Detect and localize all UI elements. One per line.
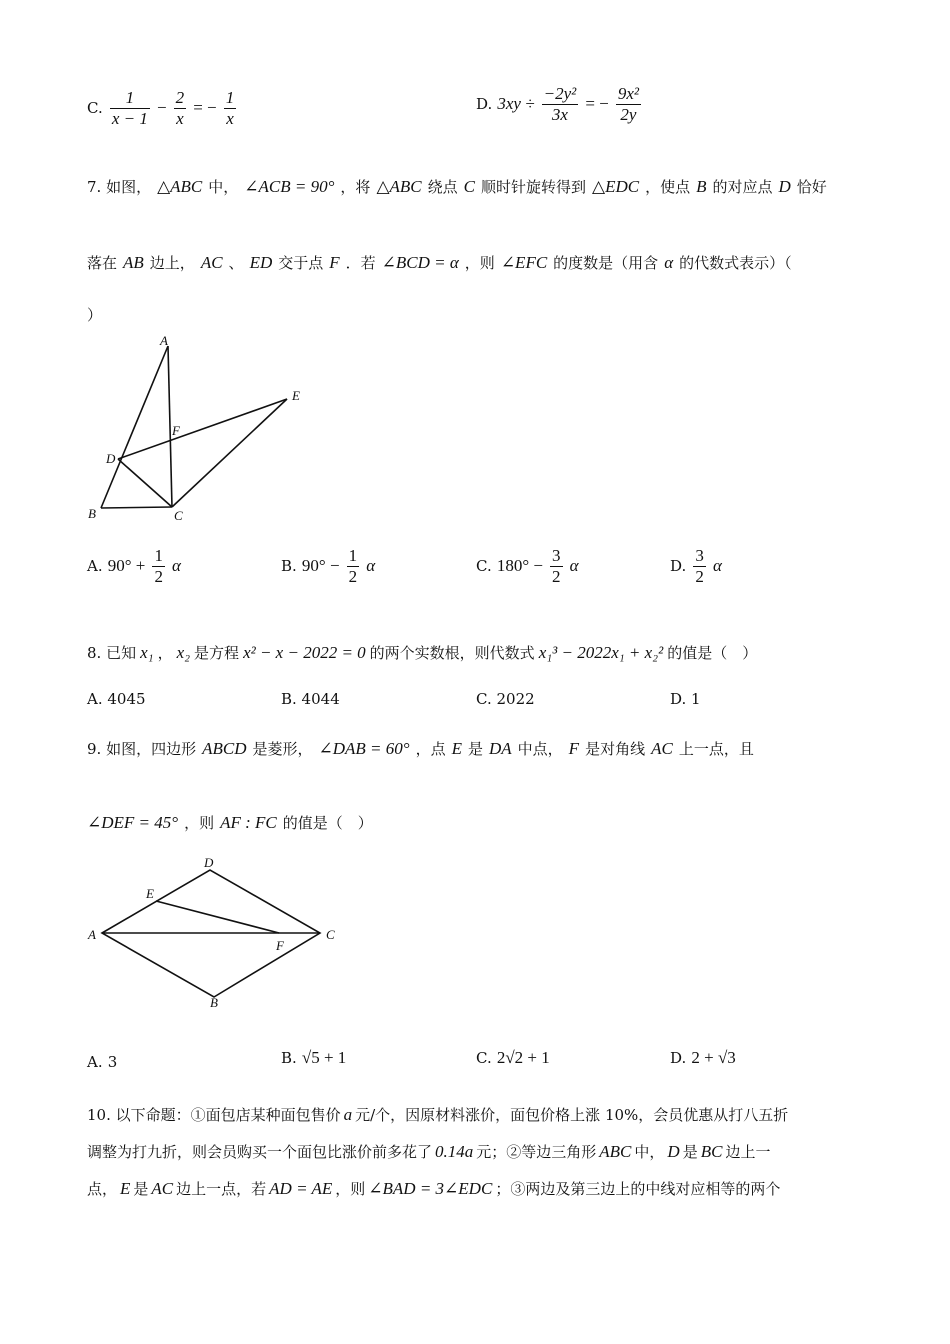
q7-option-b[interactable]: B. 90° − $\frac{1}{2}$ α	[281, 546, 376, 586]
point-label-a: A	[160, 333, 168, 348]
q9-stem-line2: ∠DEF = 45° ，则 AF : FC 的值是（ ）	[87, 813, 373, 832]
q6-option-c[interactable]: C. $\frac{1}{x - 1}$ − $\frac{2}{x}$ = − $\frac{1}{x}$	[87, 88, 235, 128]
q7-b-fraction: $\frac{1}{2}$	[348, 546, 358, 586]
q8-stem: 8. 已知 x₁ ， x₂ 是方程 x² − x − 2022 = 0 的两个实数根，则代数式 x₁³ − 2022x₁ + x₂² 的值是（ ）	[87, 643, 758, 662]
q7-a-fraction: $\frac{1}{2}$	[154, 546, 163, 586]
q7-option-a[interactable]: A. 90° + $\frac{1}{2}$ α	[87, 546, 181, 586]
q6-option-d-label: D.	[476, 95, 493, 113]
q6-c-frac-1: $\frac{1}{x - 1}$	[111, 88, 148, 128]
point-label-f: F	[172, 423, 180, 438]
point-label-a: A	[88, 927, 96, 942]
segment-ab	[101, 346, 168, 508]
q8-option-a[interactable]: A. 4045	[87, 690, 146, 708]
q6-d-frac-1: $\frac{\text{−2y²}}{3x}$	[543, 84, 577, 124]
point-label-e: E	[292, 388, 300, 403]
q6-c-frac-3: $\frac{1}{x}$	[225, 88, 235, 128]
q7-stem-line2: 落在 AB 边上， AC 、 ED 交于点 F ．若 ∠BCD = α ，则 ∠EFC 的度数是（用含 α 的代数式表示）（	[87, 253, 792, 272]
q6-option-c-label: C.	[87, 99, 103, 117]
q9-figure	[80, 852, 350, 1012]
q10-stem-line1: 10. 以下命题：①面包店某种面包售价 a 元/个，因原材料涨价，面包价格上涨 10%，会员优惠从打八五折	[87, 1105, 789, 1124]
q9-option-d[interactable]: D. 2 + √3	[670, 1048, 736, 1067]
q10-stem-line2: 调整为打九折，则会员购买一个面包比涨价前多花了 0.14a 元；②等边三角形 ABC 中， D 是 BC 边上一	[87, 1142, 771, 1161]
q9-option-a[interactable]: A. 3	[87, 1053, 118, 1071]
point-label-d: D	[106, 451, 116, 466]
point-label-d: D	[204, 855, 214, 870]
segment-dc	[118, 459, 172, 507]
point-label-f: F	[276, 938, 284, 953]
q8-option-b[interactable]: B. 4044	[281, 690, 340, 708]
q8-option-d[interactable]: D. 1	[670, 690, 701, 708]
q7-option-c[interactable]: C. 180° − $\frac{3}{2}$ α	[476, 546, 579, 586]
q7-stem-line1: 7. 如图， △ABC 中， ∠ACB = 90° ，将 △ABC 绕点 C 顺时针旋转得到 △EDC ，使点 B 的对应点 D 恰好	[87, 177, 827, 196]
q7-figure	[80, 330, 320, 530]
q10-stem-line3: 点， E 是 AC 边上一点，若 AD = AE ，则 ∠BAD = 3∠EDC ；③两边及第三边上的中线对应相等的两个	[87, 1179, 781, 1198]
q8-option-c[interactable]: C. 2022	[476, 690, 535, 708]
q6-option-d[interactable]: D. 3xy ÷ $\frac{\text{−2y²}}{3x}$ = − $\frac{\text{9x²}}{2y}$	[476, 84, 640, 124]
q6-d-frac-2: $\frac{\text{9x²}}{2y}$	[617, 84, 640, 124]
point-label-c: C	[326, 927, 335, 942]
segment-de	[118, 399, 287, 459]
point-label-e: E	[146, 886, 154, 901]
segment-ef	[156, 901, 279, 933]
point-label-b: B	[88, 506, 96, 521]
q9-stem-line1: 9. 如图，四边形 ABCD 是菱形， ∠DAB = 60° ，点 E 是 DA 中点， F 是对角线 AC 上一点，且	[87, 739, 754, 758]
q7-d-fraction: $\frac{3}{2}$	[695, 546, 704, 586]
point-label-c: C	[174, 508, 183, 523]
q7-c-fraction: $\frac{3}{2}$	[552, 546, 561, 586]
point-label-b: B	[210, 995, 218, 1010]
q7-stem-line3: ）	[87, 306, 103, 324]
q9-option-c[interactable]: C. 2√2 + 1	[476, 1048, 550, 1067]
q6-c-frac-2: $\frac{2}{x}$	[175, 88, 185, 128]
segment-bc	[101, 507, 172, 508]
q9-option-b[interactable]: B. √5 + 1	[281, 1048, 347, 1067]
segment-ec	[172, 399, 287, 507]
q7-option-d[interactable]: D. $\frac{3}{2}$ α	[670, 546, 722, 586]
